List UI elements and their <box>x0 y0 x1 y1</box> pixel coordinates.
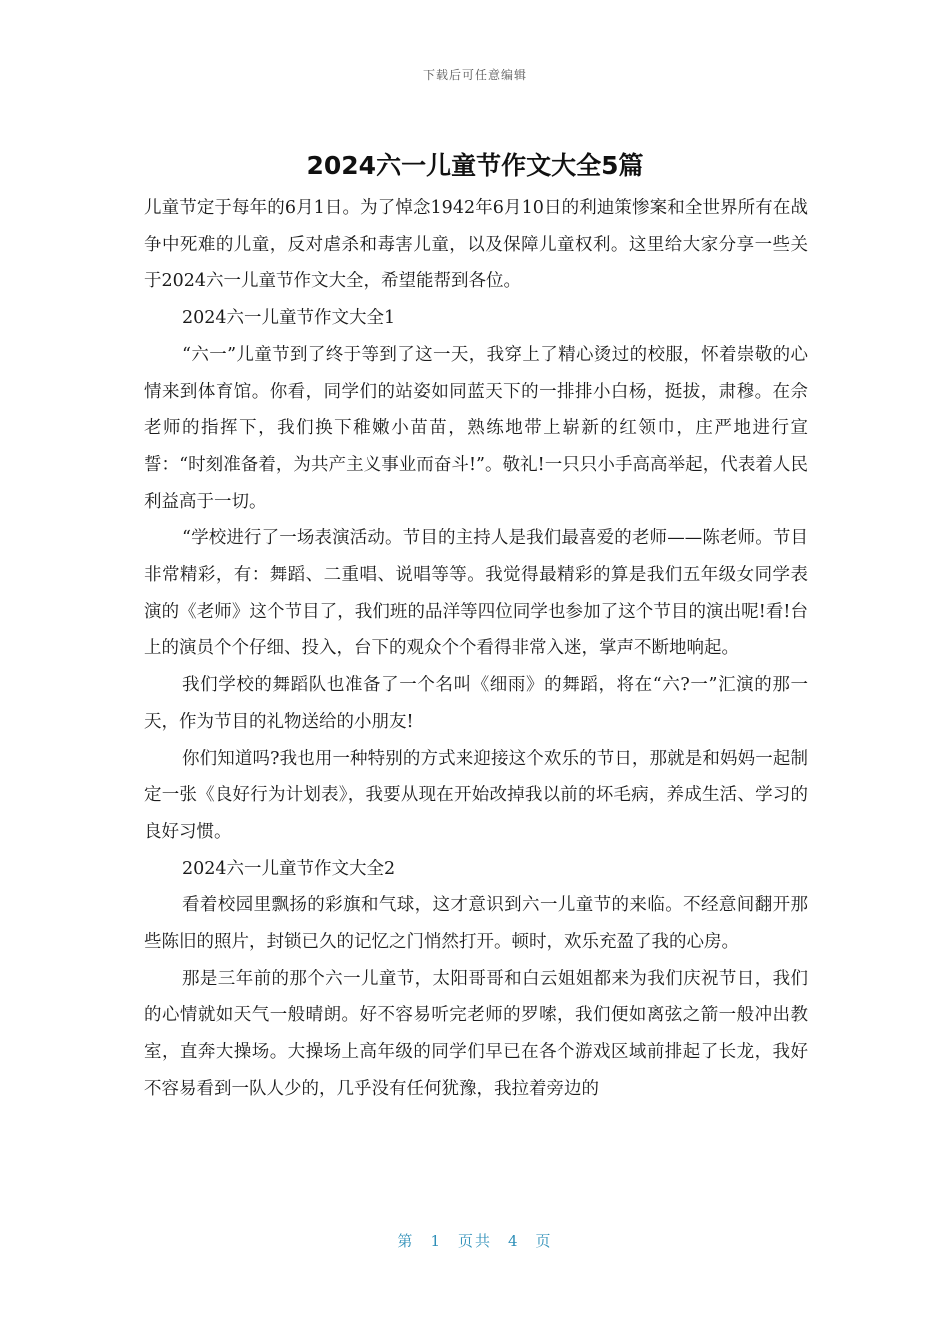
document-title: 2024六一儿童节作文大全5篇 <box>306 151 644 180</box>
section-heading-1: 2024六一儿童节作文大全1 <box>182 308 396 329</box>
footer-middle: 页共 <box>457 1232 492 1250</box>
footer-prefix: 第 <box>397 1232 415 1250</box>
intro-paragraph: 儿童节定于每年的6月1日。为了悼念1942年6月10日的利迪策惨案和全世界所有在战争中死难的儿童，反对虐杀和毒害儿童，以及保障儿童权利。这里给大家分享一些关于2024六一儿童节作文大全，希望能帮到各位。 <box>144 198 808 292</box>
body-paragraph: 你们知道吗?我也用一种特别的方式来迎接这个欢乐的节日，那就是和妈妈一起制定一张《良好行为计划表》，我要从现在开始改掉我以前的坏毛病，养成生活、学习的良好习惯。 <box>144 748 808 842</box>
document-body <box>144 190 808 1108</box>
body-paragraph: “学校进行了一场表演活动。节目的主持人是我们最喜爱的老师——陈老师。节目非常精彩，有：舞蹈、二重唱、说唱等等。我觉得最精彩的算是我们五年级女同学表演的《老师》这个节目了，我们班的品洋等四位同学也参加了这个节目的演出呢!看!台上的演员个个仔细、投入，台下的观众个个看得非常入迷，掌声不断地响起。 <box>144 528 808 659</box>
footer-total-pages: 4 <box>508 1232 520 1250</box>
body-paragraph: 我们学校的舞蹈队也准备了一个名叫《细雨》的舞蹈，将在“六?一”汇演的那一天，作为节目的礼物送给的小朋友! <box>144 675 808 732</box>
body-paragraph: 看着校园里飘扬的彩旗和气球，这才意识到六一儿童节的来临。不经意间翻开那些陈旧的照片，封锁已久的记忆之门悄然打开。顿时，欢乐充盈了我的心房。 <box>144 895 808 953</box>
section-heading-2: 2024六一儿童节作文大全2 <box>182 858 396 879</box>
page-footer <box>0 1230 950 1251</box>
body-paragraph: “六一”儿童节到了终于等到了这一天，我穿上了精心烫过的校服，怀着崇敬的心情来到体育馆。你看，同学们的站姿如同蓝天下的一排排小白杨，挺拔，肃穆。在佘老师的指挥下，我们换下稚嫩小苗苗，熟练地带上崭新的红领巾，庄严地进行宣誓：“时刻准备着，为共产主义事业而奋斗!”。敬礼!一只只小手高高举起，代表着人民利益高于一切。 <box>144 344 808 512</box>
footer-suffix: 页 <box>535 1232 553 1250</box>
body-paragraph: 那是三年前的那个六一儿童节，太阳哥哥和白云姐姐都来为我们庆祝节日，我们的心情就如天气一般晴朗。好不容易听完老师的罗嗦，我们便如离弦之箭一般冲出教室，直奔大操场。大操场上高年级的同学们早已在各个游戏区域前排起了长龙，我好不容易看到一队人少的，几乎没有任何犹豫，我拉着旁边的 <box>144 968 808 1099</box>
footer-page-number: 1 <box>430 1232 442 1250</box>
header-note: 下载后可任意编辑 <box>422 68 527 82</box>
